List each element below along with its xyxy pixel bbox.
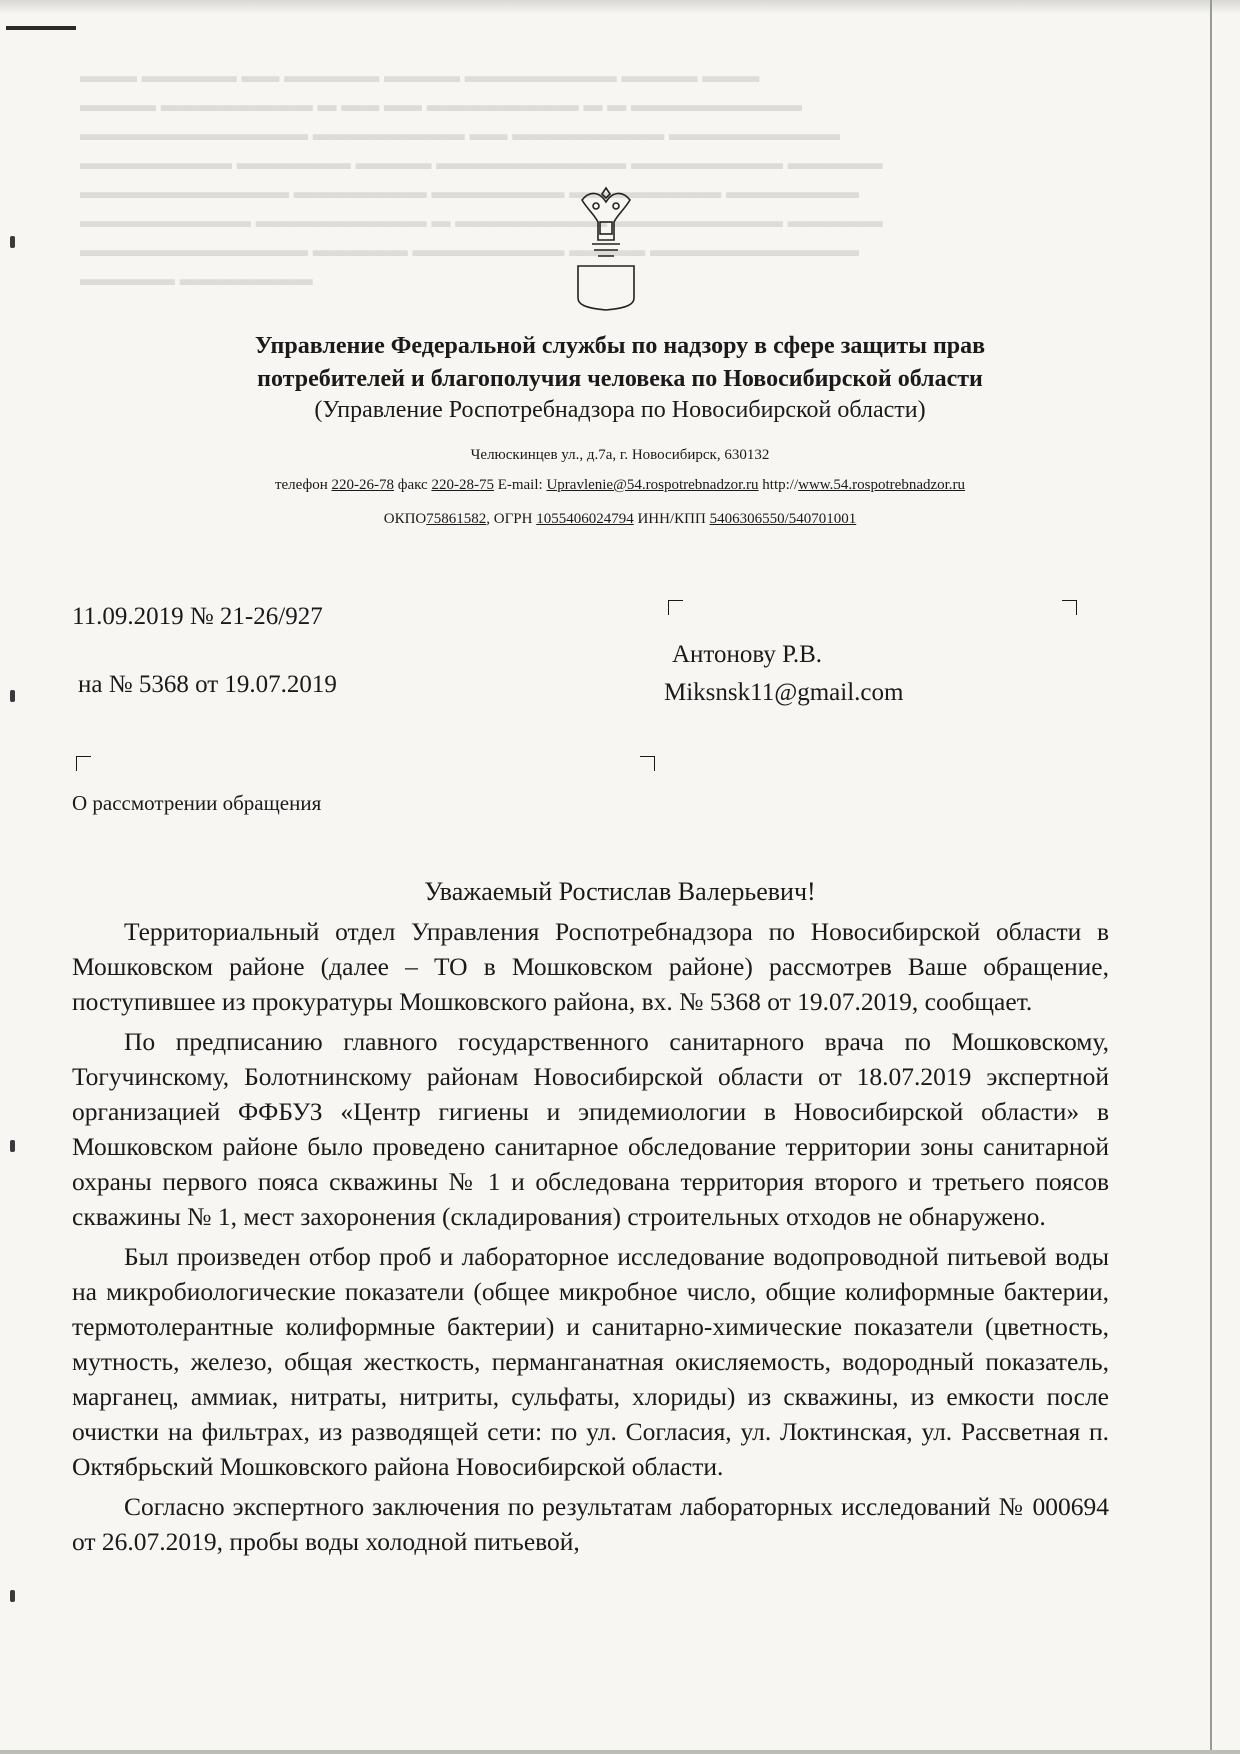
agency-website-link[interactable]: www.54.rospotrebnadzor.ru (798, 477, 966, 493)
body-paragraph: По предписанию главного государственного санитарного врача по Мошковскому, Тогучинскому, Болотнинскому районам Новосибирской области от 18.07.2019 экспертной организацией ФФБУЗ «Центр гигиены и эпидемиологии в Новосибирской области» в Мошковском районе было проведено санитарное обследование территории зоны санитарной охраны первого пояса скважины № 1 и обследована территория второго и третьего поясов скважины № 1, мест захоронения (складирования) строительных отходов не обнаружено. (72, 1027, 1109, 1231)
recipient-name: Антонову Р.В. (672, 641, 823, 668)
subject-bracket-right (640, 756, 655, 771)
agency-registry-codes (120, 510, 1120, 528)
email-label: E-mail: (497, 477, 543, 493)
punch-hole-mark (10, 1590, 15, 1602)
scan-top-edge (0, 0, 1240, 14)
reverse-side-bleed: ▬▬▬ ▬▬▬▬▬ ▬▬ ▬▬▬▬▬ ▬▬▬▬ ▬▬▬▬▬▬▬▬ ▬▬▬▬ ▬▬▬ ▬▬▬▬ ▬▬▬▬▬▬▬▬ ▬ ▬▬ ▬▬ ▬▬▬▬▬▬▬▬ ▬ ▬ ▬▬▬▬▬▬▬▬▬ ▬▬▬▬▬▬▬▬▬▬▬▬ ▬▬▬▬▬▬▬▬ ▬▬ ▬▬▬▬▬▬▬▬ ▬▬▬▬▬▬▬▬▬ ▬▬▬▬▬▬▬▬ ▬▬▬▬▬▬ ▬▬▬▬ ▬▬▬▬▬▬▬▬▬▬ ▬▬▬▬▬▬▬▬ ▬▬▬▬▬ ▬▬▬▬▬▬▬▬▬▬▬ ▬▬▬▬▬▬▬ ▬▬▬▬▬▬▬ ▬▬▬▬▬▬▬▬ ▬▬▬▬▬▬▬ ▬▬▬▬▬▬▬▬▬ ▬▬▬▬▬▬▬▬▬ ▬ ▬▬▬▬▬▬▬▬ ▬▬▬▬▬▬▬▬▬ ▬▬▬▬▬ ▬▬▬▬▬▬▬▬▬▬▬▬ ▬▬▬▬▬ ▬▬▬▬▬▬▬▬ ▬▬▬▬ ▬▬▬▬▬▬▬▬▬▬▬ ▬▬▬▬▬ ▬▬▬▬▬▬▬ (80, 66, 883, 290)
web-label: http:// (762, 477, 799, 493)
body-paragraph: Был произведен отбор проб и лабораторное исследование водопроводной питьевой воды на микробиологические показатели (общее микробное число, общие колиформные бактерии, термотолерантные колиформные бактерии) и санитарно-химические показатели (цветность, мутность, железо, общая жесткость, перманганатная окисляемость, водородный показатель, марганец, аммиак, нитраты, нитриты, сульфаты, хлориды) из скважины, из емкости после очистки на фильтрах, из разводящей сети: по ул. Согласия, ул. Локтинская, ул. Рассветная п. Октябрьский Мошковского района Новосибирской области. (72, 1242, 1109, 1481)
letter-subject: О рассмотрении обращения (72, 791, 322, 815)
scan-left-mark (6, 26, 76, 30)
russia-coat-of-arms-emblem (574, 186, 638, 312)
salutation: Уважаемый Ростислав Валерьевич! (424, 877, 816, 906)
inn-kpp-label: ИНН/КПП (637, 511, 706, 527)
agency-name-line1: Управление Федеральной службы по надзору в сфере защиты прав (254, 333, 986, 359)
fax-number: 220-28-75 (431, 477, 494, 493)
okpo-value: 75861582 (426, 511, 487, 527)
agency-name-line2: потребителей и благополучия человека по Новосибирской области (257, 366, 983, 392)
agency-short-name: (Управление Роспотребнадзора по Новосибирской области) (314, 397, 926, 423)
fax-label: факс (397, 477, 428, 493)
okpo-label: ОКПО (383, 511, 427, 527)
phone-number: 220-26-78 (331, 477, 394, 493)
recipient-bracket-right (1062, 600, 1077, 615)
agency-contacts (120, 476, 1120, 494)
agency-address: Челюскинцев ул., д.7а, г. Новосибирск, 630132 (470, 447, 770, 463)
inn-kpp-value: 5406306550/540701001 (709, 511, 857, 527)
punch-hole-mark (10, 1140, 15, 1152)
body-paragraph: Территориальный отдел Управления Роспотребнадзора по Новосибирской области в Мошковском районе (далее – ТО в Мошковском районе) рассмотрев Ваше обращение, поступившее из прокуратуры Мошковского района, вх. № 5368 от 19.07.2019, сообщает. (72, 917, 1109, 1016)
outgoing-number: 11.09.2019 № 21-26/927 (72, 603, 323, 630)
punch-hole-mark (10, 236, 15, 248)
body-paragraph: Согласно экспертного заключения по результатам лабораторных исследований № 000694 от 26.07.2019, пробы воды холодной питьевой, (72, 1492, 1109, 1556)
punch-hole-mark (10, 690, 15, 702)
letter-body (72, 914, 1109, 1564)
agency-email-link[interactable]: Upravlenie@54.rospotrebnadzor.ru (546, 477, 759, 493)
ogrn-label: , ОГРН (486, 511, 533, 527)
agency-name (120, 330, 1120, 396)
phone-label: телефон (274, 477, 328, 493)
subject-bracket-left (76, 756, 91, 771)
recipient-bracket-left (668, 600, 683, 615)
scan-bottom-edge (0, 1750, 1240, 1754)
recipient-email: Miksnsk11@gmail.com (664, 679, 904, 706)
ogrn-value: 1055406024794 (536, 511, 634, 527)
reference-number: на № 5368 от 19.07.2019 (78, 671, 337, 698)
